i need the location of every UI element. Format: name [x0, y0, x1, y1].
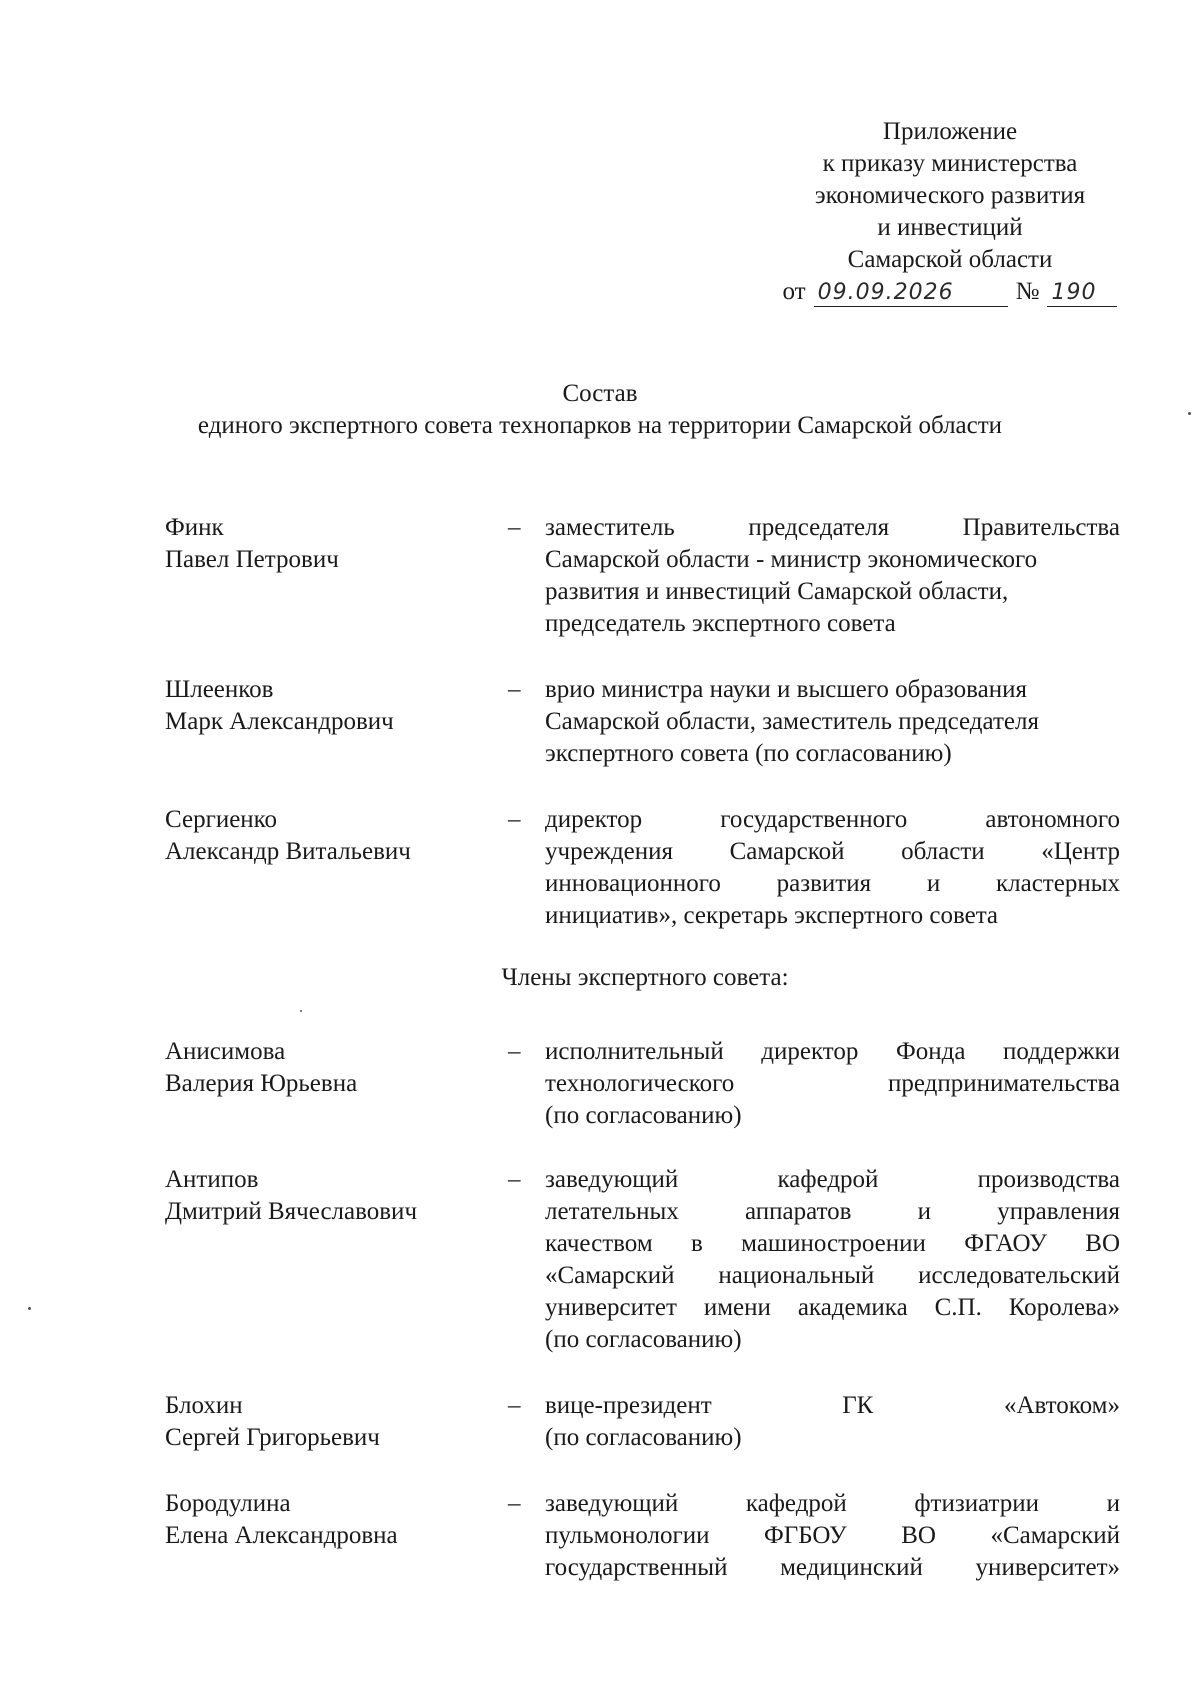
dash-separator: –	[508, 1392, 521, 1419]
title-line-2: единого экспертного совета технопарков на территории Самарской области	[197, 412, 1003, 439]
person-surname: Сергиенко	[165, 806, 278, 833]
dash-separator: –	[508, 806, 521, 833]
person-name	[165, 512, 495, 576]
person-given-name: Валерия Юрьевна	[165, 1070, 358, 1097]
position-line: директор государственного автономного	[545, 806, 1120, 833]
dash-separator: –	[508, 1166, 521, 1193]
person-position	[545, 1488, 1120, 1584]
person-given-name: Елена Александровна	[165, 1522, 398, 1549]
position-line: исполнительный директор Фонда поддержки	[545, 1038, 1120, 1065]
document-title	[100, 378, 1100, 442]
dash-separator: –	[508, 1038, 521, 1065]
person-name	[165, 674, 495, 738]
appendix-line-5: Самарской области	[847, 246, 1053, 273]
position-line: университет имени академика С.П. Королева»	[545, 1294, 1120, 1321]
person-surname: Анисимова	[165, 1038, 286, 1065]
scan-speck	[28, 1307, 31, 1310]
position-line: заведующий кафедрой фтизиатрии и	[545, 1490, 1120, 1517]
person-name	[165, 1164, 495, 1228]
dash-separator: –	[508, 676, 521, 703]
person-name	[165, 1488, 495, 1552]
position-line: учреждения Самарской области «Центр	[545, 838, 1120, 865]
person-position	[545, 1036, 1120, 1132]
person-position	[545, 804, 1120, 932]
position-line: председатель экспертного совета	[545, 610, 896, 637]
date-prefix: от	[782, 278, 806, 305]
person-name	[165, 804, 495, 868]
scan-speck	[300, 1010, 302, 1012]
person-position	[545, 674, 1120, 770]
person-position	[545, 1164, 1120, 1356]
position-line: (по согласованию)	[545, 1326, 742, 1353]
person-given-name: Марк Александрович	[165, 708, 394, 735]
appendix-line-2: к приказу министерства	[822, 150, 1078, 177]
number-prefix: №	[1015, 278, 1040, 305]
position-line: государственный медицинский университет»	[545, 1554, 1120, 1581]
person-surname: Шлеенков	[165, 676, 274, 703]
position-line: Самарской области, заместитель председателя	[545, 708, 1039, 735]
position-line: технологического предпринимательства	[545, 1070, 1120, 1097]
title-line-1: Состав	[562, 380, 638, 407]
person-position	[545, 1390, 1120, 1454]
position-line: врио министра науки и высшего образования	[545, 676, 1027, 703]
position-line: Самарской области - министр экономического	[545, 546, 1038, 573]
position-line: развития и инвестиций Самарской области,	[545, 578, 1009, 605]
person-given-name: Сергей Григорьевич	[165, 1424, 380, 1451]
position-line: заместитель председателя Правительства	[545, 514, 1120, 541]
dash-separator: –	[508, 1490, 521, 1517]
position-line: заведующий кафедрой производства	[545, 1166, 1120, 1193]
person-surname: Финк	[165, 514, 224, 541]
person-name	[165, 1390, 495, 1454]
person-surname: Антипов	[165, 1166, 259, 1193]
position-line: экспертного совета (по согласованию)	[545, 740, 952, 767]
appendix-line-1: Приложение	[882, 118, 1018, 145]
position-line: инновационного развития и кластерных	[545, 870, 1120, 897]
person-surname: Бородулина	[165, 1490, 291, 1517]
position-line: «Самарский национальный исследовательский	[545, 1262, 1120, 1289]
position-line: летательных аппаратов и управления	[545, 1198, 1120, 1225]
appendix-line-4: и инвестиций	[877, 214, 1023, 241]
appendix-block	[760, 116, 1140, 308]
person-position	[545, 512, 1120, 640]
position-line: (по согласованию)	[545, 1102, 742, 1129]
position-line: вице-президент ГК «Автоком»	[545, 1392, 1120, 1419]
members-heading: Члены экспертного совета:	[501, 964, 789, 991]
appendix-line-3: экономического развития	[814, 182, 1086, 209]
person-surname: Блохин	[165, 1392, 243, 1419]
position-line: (по согласованию)	[545, 1424, 742, 1451]
person-given-name: Павел Петрович	[165, 546, 339, 573]
person-given-name: Александр Витальевич	[165, 838, 411, 865]
person-name	[165, 1036, 495, 1100]
position-line: качеством в машиностроении ФГАОУ ВО	[545, 1230, 1120, 1257]
order-date-number	[760, 276, 1140, 308]
position-line: инициатив», секретарь экспертного совета	[545, 902, 999, 929]
person-given-name: Дмитрий Вячеславович	[165, 1198, 418, 1225]
order-number-handwritten: 190	[1047, 280, 1117, 307]
position-line: пульмонологии ФГБОУ ВО «Самарский	[545, 1522, 1120, 1549]
dash-separator: –	[508, 514, 521, 541]
order-date-handwritten: 09.09.2026	[814, 280, 1008, 307]
scan-speck	[1188, 412, 1191, 415]
